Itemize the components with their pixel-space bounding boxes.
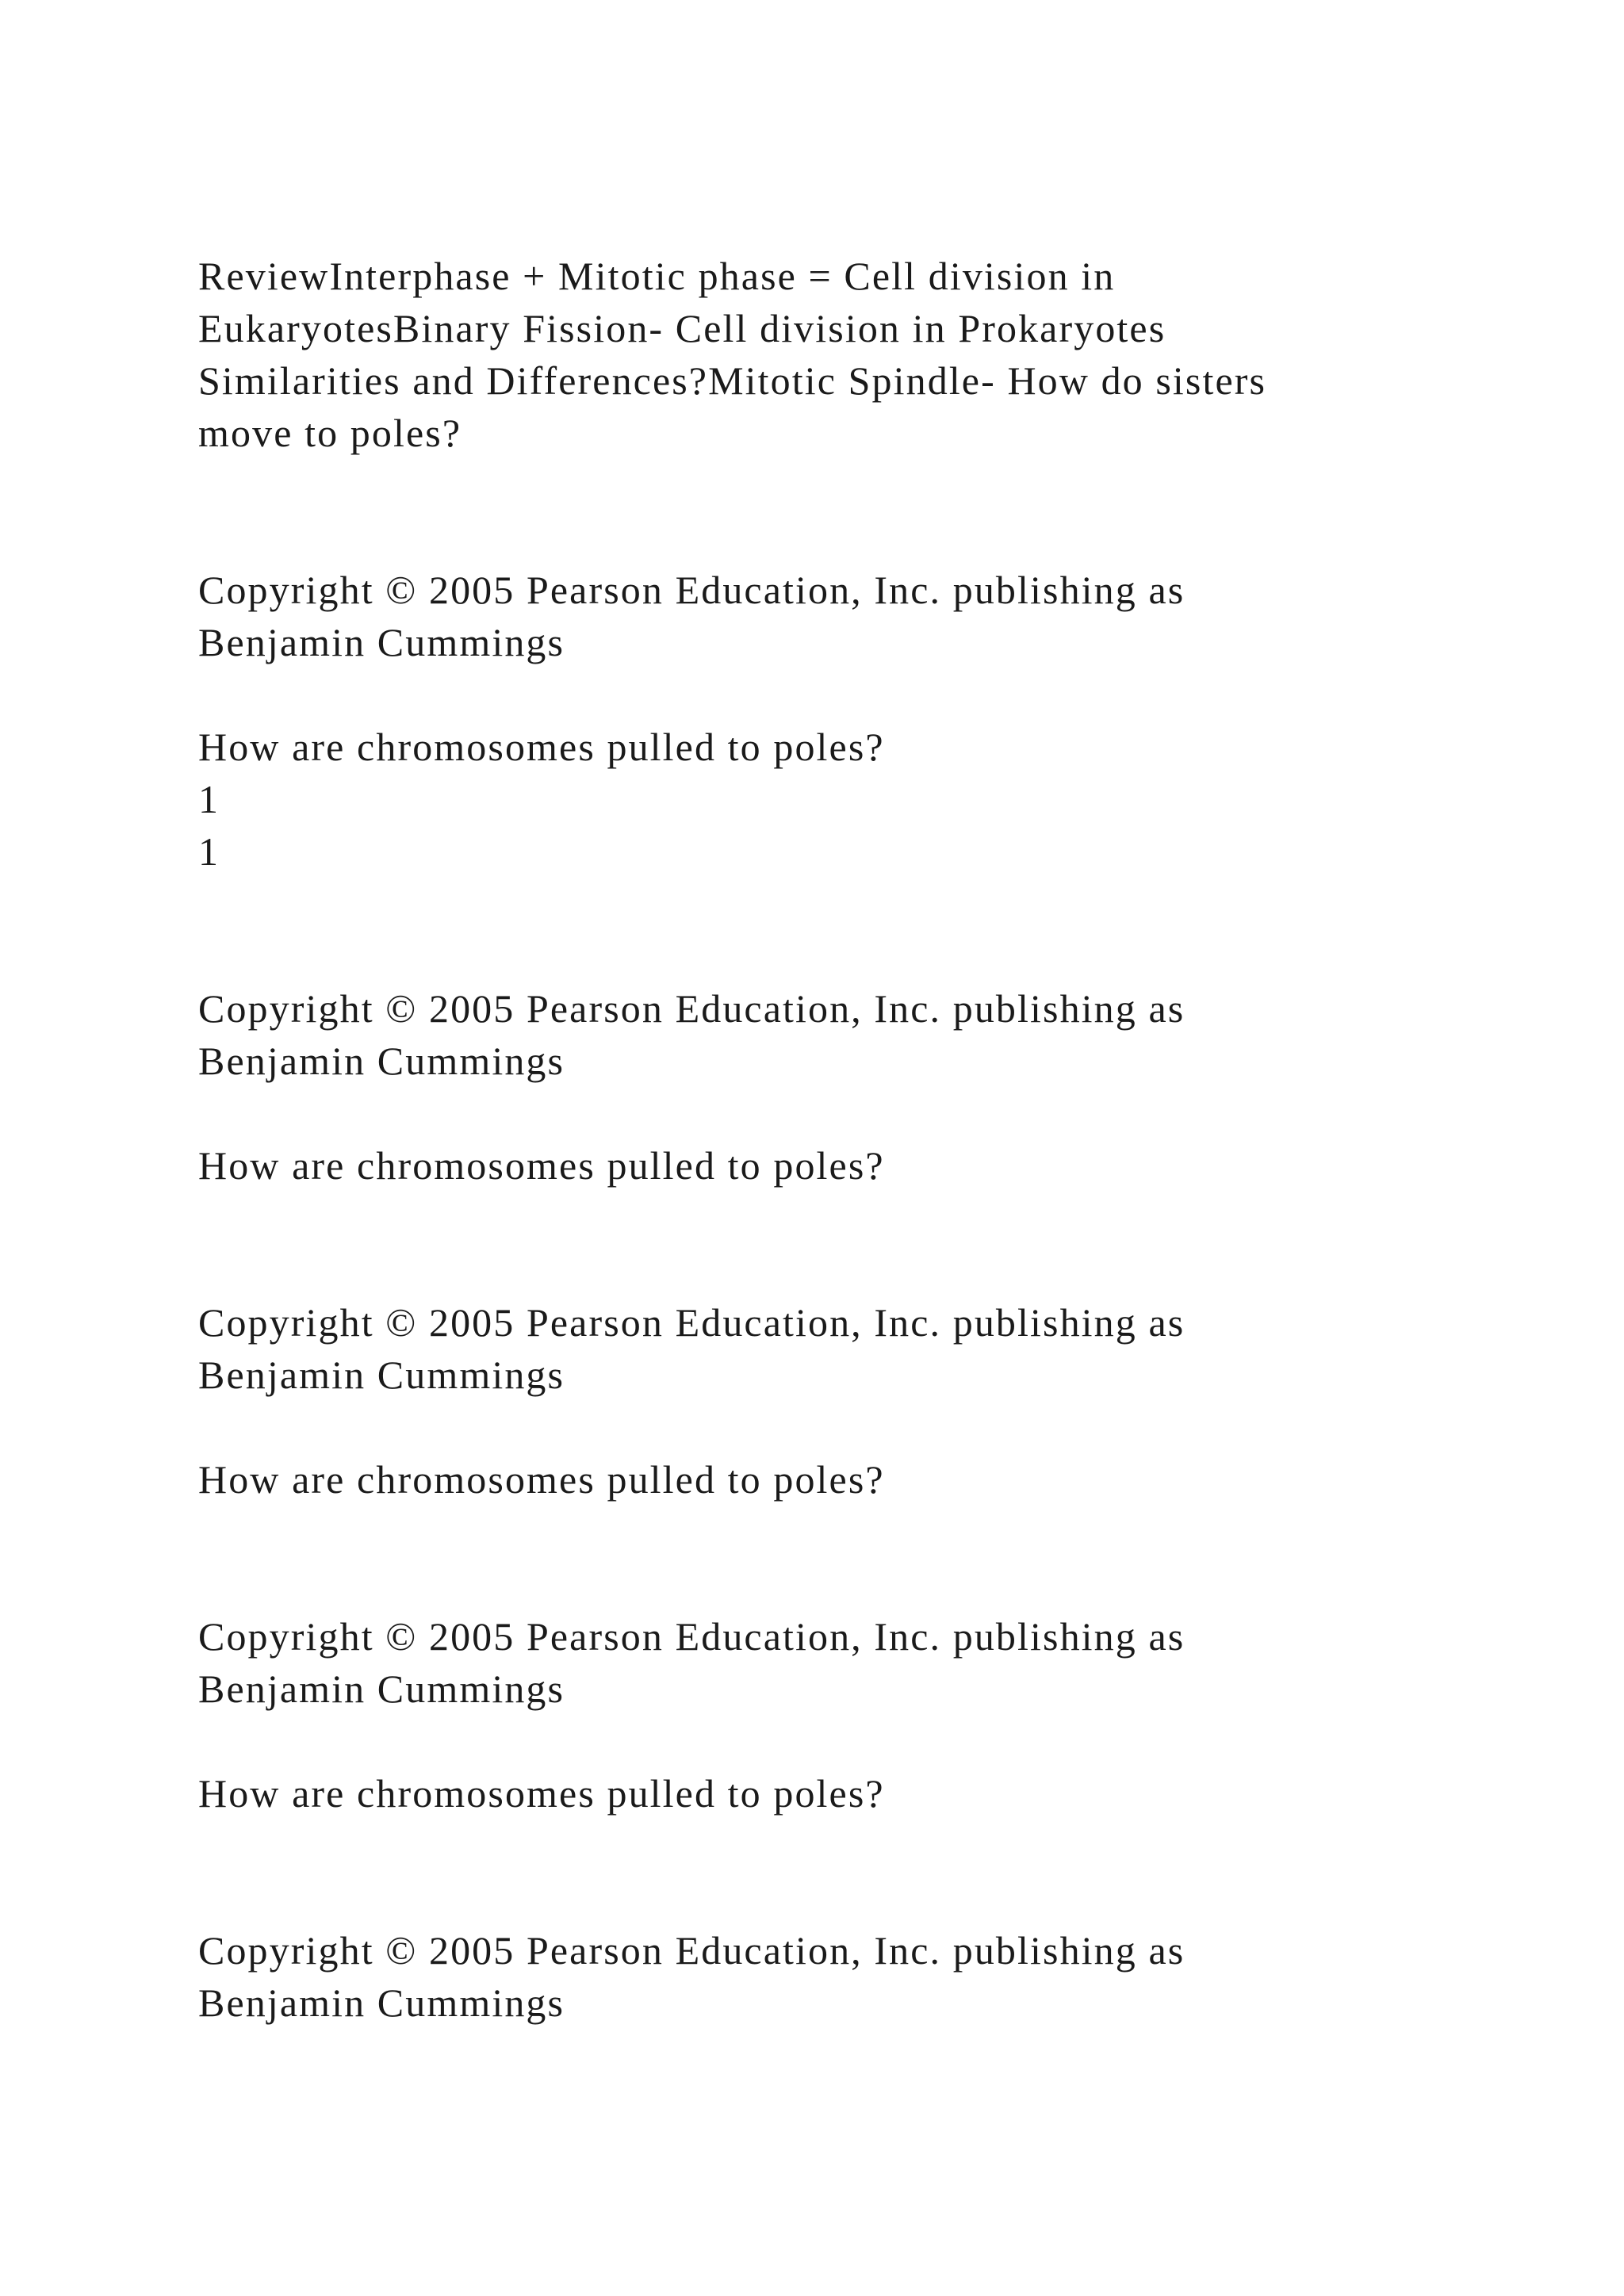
slide-number: 1 xyxy=(198,777,220,821)
copyright-line: Copyright © 2005 Pearson Education, Inc. publishing as xyxy=(198,568,1185,612)
copyright-author: Benjamin Cummings xyxy=(198,1667,565,1711)
copyright-line: Copyright © 2005 Pearson Education, Inc. publishing as xyxy=(198,1300,1185,1345)
review-line-4: move to poles? xyxy=(198,411,462,455)
review-line-1: ReviewInterphase + Mitotic phase = Cell division in xyxy=(198,254,1116,298)
question-line: How are chromosomes pulled to poles? xyxy=(198,725,885,769)
copyright-author: Benjamin Cummings xyxy=(198,620,565,664)
question-line: How are chromosomes pulled to poles? xyxy=(198,1457,885,1502)
question-line: How are chromosomes pulled to poles? xyxy=(198,1771,885,1816)
copyright-author: Benjamin Cummings xyxy=(198,1039,565,1083)
slide-number: 1 xyxy=(198,829,220,874)
review-line-3: Similarities and Differences?Mitotic Spindle- How do sisters xyxy=(198,358,1267,403)
review-line-2: EukaryotesBinary Fission- Cell division in Prokaryotes xyxy=(198,306,1166,350)
copyright-author: Benjamin Cummings xyxy=(198,1980,565,2025)
copyright-line: Copyright © 2005 Pearson Education, Inc. publishing as xyxy=(198,1928,1185,1973)
copyright-line: Copyright © 2005 Pearson Education, Inc. publishing as xyxy=(198,986,1185,1031)
copyright-line: Copyright © 2005 Pearson Education, Inc. publishing as xyxy=(198,1614,1185,1659)
question-line: How are chromosomes pulled to poles? xyxy=(198,1143,885,1188)
copyright-author: Benjamin Cummings xyxy=(198,1353,565,1397)
